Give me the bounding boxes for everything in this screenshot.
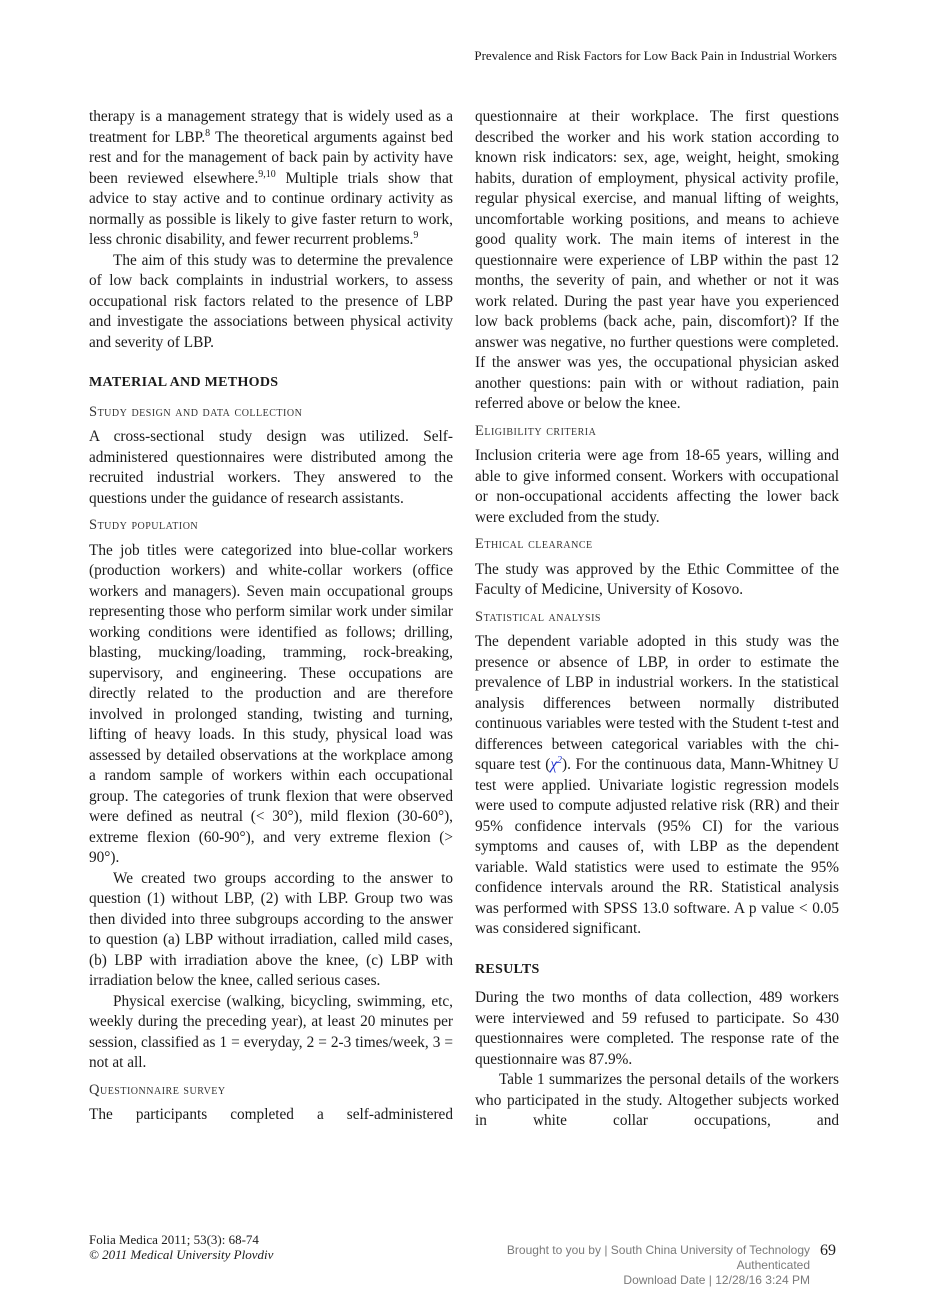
right-column — [475, 107, 839, 1132]
copyright-notice: © 2011 Medical University Plovdiv — [89, 1247, 274, 1262]
ethical-paragraph: The study was approved by the Ethic Committee of the Faculty of Medicine, University of Kosovo. — [475, 560, 839, 598]
groups-paragraph: We created two groups according to the answer to question (1) without LBP, (2) with LBP. Group two was then divided into three subgroups according to the answer to question (a) LBP without irradiation, called mild cases, (b) LBP with irradiation above the knee, (c) LBP with irradiation below the knee, called serious cases. — [89, 869, 453, 989]
subheading-study-population: Study population — [89, 517, 199, 533]
page-number: 69 — [820, 1242, 836, 1259]
chi-square-symbol[interactable]: χ — [550, 756, 558, 773]
subheading-ethical: Ethical clearance — [475, 536, 593, 552]
chi-square-exponent: 2 — [557, 754, 563, 766]
running-title: Prevalence and Risk Factors for Low Back Pain in Industrial Workers — [474, 48, 837, 63]
citation-ref[interactable]: 9 — [413, 229, 419, 241]
download-date: Download Date | 12/28/16 3:24 PM — [623, 1273, 810, 1287]
section-heading-methods: MATERIAL AND METHODS — [89, 375, 279, 390]
questionnaire-paragraph-continued: questionnaire at their workplace. The first questions described the worker and his work station according to known risk indicators: sex, age, weight, height, smoking habits, duration of employment, physical activity profile, regular physical exercise, and manual lifting of weights, uncomfortable working positions, and means to achieve good quality work. The main items of interest in the questionnaire were experience of LBP within the past 12 months, the severity of pain, and whether or not it was work related. During the past year have you experienced low back problems (back ache, pain, discomfort)? If the answer was negative, no further questions were completed. If the answer was yes, the occupational physician asked another questions: pain with or without radiation, pain referred above or below the knee. — [475, 108, 839, 412]
intro-paragraph: therapy is a management strategy that is widely used as a treatment for LBP.$^8$ The theoretical arguments against bed rest and for the management of back pain by activity have been reviewed elsewhere.$^{9,10}$ Multiple trials show that advice to stay active and to continue ordinary activity as normally as possible is likely to give faster return to work, less chronic disability, and fewer recurrent problems.$^9$ — [89, 108, 453, 248]
access-provider: Brought to you by | South China University of Technology — [506, 1243, 810, 1257]
study-population-paragraph: The job titles were categorized into blue-collar workers (production workers) and white-collar workers (office workers and managers). Seven main occupational groups representing those who perform similar work under similar working conditions were identified as follows; drilling, blasting, mucking/loading, tramming, rock-breaking, supervisory, and engineering. These occupations are directly related to the production and are therefore involved in prolonged standing, twisting and turning, lifting of heavy loads. In this study, physical load was assessed by detailed observations at the workplace among a random sample of workers within each occupational group. The categories of trunk flexion that were observed were defined as neutral (< 30°), mild flexion (30-60°), extreme flexion (60-90°), and very extreme flexion (> 90°). — [89, 541, 453, 866]
subheading-study-design: Study design and data collection — [89, 403, 303, 420]
study-design-paragraph: A cross-sectional study design was utilized. Self-administered questionnaires were distributed among the recruited industrial workers. They answered to the questions under the guidance of research assistants. — [89, 428, 453, 507]
eligibility-paragraph: Inclusion criteria were age from 18-65 years, willing and able to give informed consent. Workers with occupational or non-occupational accidents affecting the lower back were excluded from the study. — [475, 447, 839, 526]
citation-ref[interactable]: 9,10 — [258, 168, 276, 180]
access-status: Authenticated — [736, 1258, 810, 1272]
statistical-paragraph: The dependent variable adopted in this study was the presence or absence of LBP, in order to estimate the prevalence of LBP in industrial workers. In the statistical analysis differences between normally distributed continuous variables were tested with the Student t-test and differences between categorical variables with the chi-square test $(\chi^2)$. For the continuous data, Mann-Whitney U test were applied. Univariate logistic regression models were used to compute adjusted relative risk (RR) and their 95% confidence intervals (95% CI) for the various symptoms and causes of, with LBP as the dependent variable. Wald statistics were used to estimate the 95% confidence intervals around the RR. Statistical analysis was performed with SPSS 13.0 software. A p value < 0.05 was considered significant. — [475, 633, 839, 937]
left-column — [89, 107, 453, 1126]
journal-citation — [89, 1232, 273, 1262]
results-paragraph-1: During the two months of data collection, 489 workers were interviewed and 59 refused to participate. So 430 questionnaires were completed. The response rate of the questionnaire was 87.9%. — [475, 989, 839, 1068]
results-paragraph-2: Table 1 summarizes the personal details of the workers who participated in the study. Altogether subjects worked in white collar occupations, and — [475, 1071, 839, 1129]
citation-ref[interactable]: 8 — [205, 127, 211, 139]
questionnaire-paragraph-start: The participants completed a self-administered — [89, 1106, 453, 1123]
journal-reference: Folia Medica 2011; 53(3): 68-74 — [89, 1232, 259, 1247]
exercise-paragraph: Physical exercise (walking, bicycling, swimming, etc, weekly during the preceding year), at least 20 minutes per session, classified as 1 = everyday, 2 = 2-3 times/week, 3 = not at all. — [89, 992, 453, 1071]
subheading-statistical: Statistical analysis — [475, 608, 601, 625]
access-notice — [507, 1243, 810, 1288]
subheading-questionnaire: Questionnaire survey — [89, 1081, 226, 1098]
aim-paragraph: The aim of this study was to determine the prevalence of low back complaints in industrial workers, to assess occupational risk factors related to the presence of LBP and investigate the associations between physical activity and severity of LBP. — [89, 251, 453, 351]
subheading-eligibility: Eligibility criteria — [475, 422, 597, 439]
section-heading-results: RESULTS — [475, 961, 540, 977]
